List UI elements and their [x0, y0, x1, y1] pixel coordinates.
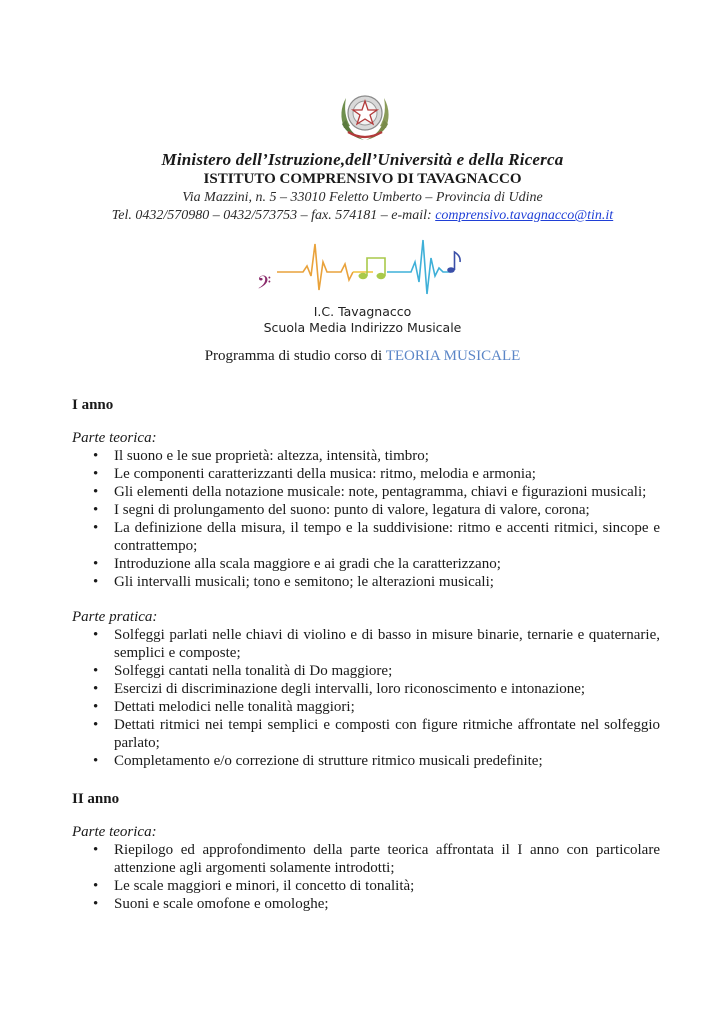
republic-emblem-icon: [334, 84, 396, 146]
list-item: • La definizione della misura, il tempo e la suddivisione: ritmo e accenti ritmici, sincope e contrattempo;: [72, 519, 660, 555]
list-item: • Esercizi di discriminazione degli intervalli, loro riconoscimento e intonazione;: [72, 680, 660, 698]
program-content: [72, 396, 660, 913]
list-item: • Introduzione alla scala maggiore e ai gradi che la caratterizzano;: [72, 555, 660, 573]
program-title: [0, 348, 725, 365]
ministry-title: Ministero dell’Istruzione,dell’Università e della Ricerca: [161, 150, 564, 169]
program-subject: TEORIA MUSICALE: [385, 348, 521, 364]
topic-list: [72, 841, 660, 913]
school-name: ISTITUTO COMPRENSIVO DI TAVAGNACCO: [203, 171, 522, 187]
list-item: • Dettati ritmici nei tempi semplici e composti con figure ritmiche affrontate nel solfeggio parlato;: [72, 716, 660, 752]
list-item: • Dettati melodici nelle tonalità maggiori;: [72, 698, 660, 716]
list-item: • Gli intervalli musicali; tono e semitono; le alterazioni musicali;: [72, 573, 660, 591]
school-contacts: [0, 208, 725, 224]
topic-list: [72, 447, 660, 591]
spacer: [72, 770, 660, 790]
email-link[interactable]: comprensivo.tavagnacco@tin.it: [435, 208, 614, 223]
section-label: Parte pratica:: [72, 609, 158, 625]
logo-school-name: I.C. Tavagnacco: [313, 304, 412, 319]
list-item: • Solfeggi cantati nella tonalità di Do maggiore;: [72, 662, 660, 680]
contacts-text: Tel. 0432/570980 – 0432/573753 – fax. 574181 – e-mail:: [111, 208, 436, 223]
list-item: • Suoni e scale omofone e omologhe;: [72, 895, 660, 913]
section-label: Parte teorica:: [72, 430, 157, 446]
list-item: • Completamento e/o correzione di strutture ritmico musicali predefinite;: [72, 752, 660, 770]
spacer: [72, 591, 660, 608]
year-title: I anno: [72, 397, 114, 413]
list-item: • Gli elementi della notazione musicale: note, pentagramma, chiavi e figurazioni musicali;: [72, 483, 660, 501]
list-item: • Le scale maggiori e minori, il concetto di tonalità;: [72, 877, 660, 895]
school-address: Via Mazzini, n. 5 – 33010 Feletto Umberto – Provincia di Udine: [182, 190, 543, 205]
year-title: II anno: [72, 791, 120, 807]
list-item: • I segni di prolungamento del suono: punto di valore, legatura di valore, corona;: [72, 501, 660, 519]
topic-list: [72, 626, 660, 770]
program-title-prefix: Programma di studio corso di: [204, 348, 386, 364]
list-item: • Le componenti caratterizzanti della musica: ritmo, melodia e armonia;: [72, 465, 660, 483]
list-item: • Solfeggi parlati nelle chiavi di violino e di basso in misure binarie, ternarie e quaternarie, semplici e composte;: [72, 626, 660, 662]
section-label: Parte teorica:: [72, 824, 157, 840]
bass-clef-icon: 𝄢: [257, 273, 272, 298]
logo-school-subtitle: Scuola Media Indirizzo Musicale: [263, 320, 462, 335]
list-item: • Il suono e le sue proprietà: altezza, intensità, timbro;: [72, 447, 660, 465]
list-item: • Riepilogo ed approfondimento della parte teorica affrontata il I anno con particolare attenzione agli argomenti solamente introdotti;: [72, 841, 660, 877]
music-wave-logo-icon: [255, 232, 470, 302]
